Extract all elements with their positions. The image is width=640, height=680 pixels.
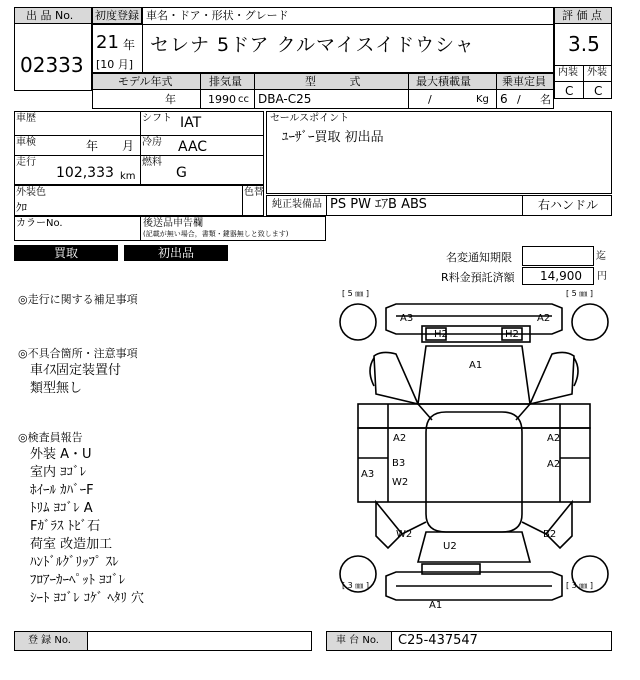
carname-label: 車名・ドア・形状・グレード (146, 9, 289, 22)
first-reg-year: 21 (96, 32, 119, 53)
cc-unit: cc (238, 94, 249, 105)
sales-point-text: ﾕｰｻﾞｰ買取 初出品 (282, 130, 384, 145)
inspector-line: 外装 A・U (30, 447, 92, 462)
mark-h2-right: H2 (505, 329, 519, 340)
defect-line: 類型無し (30, 381, 83, 396)
ac-label: 冷房 (142, 137, 162, 148)
tailgate (418, 532, 530, 562)
inspector-line: ﾌﾛｱｰｶｰﾍﾟｯﾄ ﾖｺﾞﾚ (30, 573, 126, 588)
type-label: 型 式 (305, 75, 361, 88)
details-box (14, 111, 264, 185)
equipment-value: PS PW ｴｱB ABS (330, 197, 427, 212)
mark-a1-hood: A1 (469, 360, 483, 371)
score-label: 評 価 点 (562, 9, 602, 22)
supplement-title: ◎走行に関する補足事項 (18, 293, 138, 306)
first-reg-month: [10 月] (96, 58, 134, 71)
maxload-label: 最大積載量 (416, 75, 471, 88)
first-reg-label: 初度登録 (95, 9, 139, 22)
ac-value: AAC (178, 139, 208, 155)
exterior-label: 外装 (587, 67, 607, 78)
capacity-unit: 名 (540, 93, 551, 106)
interior-grade: C (565, 84, 574, 98)
history-label: 車歴 (16, 113, 36, 124)
carname: セレナ 5ドア クルマイスイドウシャ (150, 34, 475, 56)
mark-a2-right: A2 (547, 433, 561, 444)
name-change-box (522, 246, 594, 266)
exterior-grade: C (594, 84, 603, 98)
inspector-line: 荷室 改造加工 (30, 537, 113, 552)
delivery-note: (記載が無い場合，書類・鍵器無しと致します) (143, 230, 289, 238)
mark-b2: B2 (543, 529, 557, 540)
name-change-unit: 迄 (596, 251, 606, 262)
hood (418, 346, 530, 404)
tire-depth-fl: [ 5 ㎜ ] (342, 289, 369, 298)
mark-a2-front: A2 (537, 313, 551, 324)
tire-depth-fr: [ 5 ㎜ ] (566, 289, 593, 298)
buy-badge: 買取 (14, 245, 118, 261)
shift-value: IAT (180, 115, 202, 131)
color-change-label: 色替 (244, 187, 264, 198)
equipment-label: 純正装備品 (272, 199, 322, 210)
steering-value: 右ハンドル (538, 198, 599, 212)
lot-number-label: 出 品 No. (26, 9, 74, 22)
inspector-line: ﾊﾝﾄﾞﾙｸﾞﾘｯﾌﾟ ｽﾚ (30, 555, 119, 570)
name-change-label: 名変通知期限 (446, 251, 512, 264)
score-value: 3.5 (568, 32, 600, 56)
year-unit: 年 (123, 38, 136, 52)
interior-label: 内装 (558, 67, 578, 78)
lot-number: 02333 (20, 53, 84, 77)
mark-w2-rear: W2 (396, 529, 413, 540)
recycle-unit: 円 (597, 271, 607, 282)
damage-diagram (336, 286, 612, 616)
tire-front-right (572, 304, 608, 340)
km-unit: km (120, 171, 136, 182)
mark-a1-rear: A1 (429, 600, 443, 611)
mark-h2-left: H2 (434, 329, 448, 340)
chassis-label: 車 台 No. (336, 635, 379, 646)
model-year-unit: 年 (165, 93, 176, 106)
first-listing-badge: 初出品 (124, 245, 228, 261)
mark-a3-left: A3 (361, 469, 375, 480)
roof (426, 412, 522, 532)
mark-a2-right-2: A2 (547, 459, 561, 470)
mark-a3-front: A3 (400, 313, 414, 324)
inspector-line: ﾄﾘﾑ ﾖｺﾞﾚ A (30, 501, 93, 516)
recycle-label: R料金預託済額 (441, 271, 515, 284)
inspection-month: 月 (122, 139, 135, 153)
color-box (14, 185, 264, 216)
sales-point-label: セールスポイント (270, 113, 350, 124)
maxload-slash: / (428, 93, 432, 106)
defect-line: 車ｲｽ固定装置付 (30, 363, 122, 378)
mark-a2-left: A2 (393, 433, 407, 444)
inspection-label: 車検 (16, 137, 36, 148)
model-year-label: モデル年式 (118, 75, 173, 88)
exterior-color-value: ｸﾛ (16, 201, 27, 214)
tire-depth-rr: [ 3 ㎜ ] (566, 581, 593, 590)
inspector-line: ｼｰﾄ ﾖｺﾞﾚ ｺｹﾞ ﾍﾀﾘ 穴 (30, 591, 145, 606)
type-value: DBA-C25 (258, 92, 312, 106)
mileage-label: 走行 (16, 157, 36, 168)
defect-title: ◎不具合箇所・注意事項 (18, 347, 138, 360)
reg-no-label: 登 録 No. (28, 635, 71, 646)
inspection-year: 年 (86, 139, 99, 153)
inspector-line: 室内 ﾖｺﾞﾚ (30, 465, 87, 480)
shift-label: シフト (142, 113, 172, 124)
displacement-value: 1990 (208, 93, 236, 106)
exterior-color-label: 外装色 (16, 187, 46, 198)
inspector-line: Fｶﾞﾗｽ ﾄﾋﾞ石 (30, 519, 101, 534)
recycle-value: 14,900 (540, 269, 582, 283)
mark-u2: U2 (443, 541, 457, 552)
fuel-value: G (176, 165, 187, 181)
kg-unit: Kg (476, 94, 489, 105)
capacity-label: 乗車定員 (502, 75, 546, 88)
chassis-value: C25-437547 (398, 633, 478, 648)
capacity-slash: / (517, 93, 521, 106)
mark-w2-left: W2 (392, 477, 409, 488)
capacity-value: 6 (500, 92, 508, 106)
inspector-line: ﾎｲｰﾙ ｶﾊﾞｰF (30, 483, 94, 498)
tire-depth-rl: [ 3 ㎜ ] (342, 581, 369, 590)
inspector-title: ◎検査員報告 (18, 431, 83, 444)
mileage-value: 102,333 (56, 165, 114, 181)
mark-b3-left: B3 (392, 458, 406, 469)
displacement-label: 排気量 (209, 75, 242, 88)
fuel-label: 燃料 (142, 157, 162, 168)
tire-front-left (340, 304, 376, 340)
colorno-label: カラーNo. (16, 218, 63, 229)
delivery-label: 後送品申告欄 (143, 218, 203, 229)
